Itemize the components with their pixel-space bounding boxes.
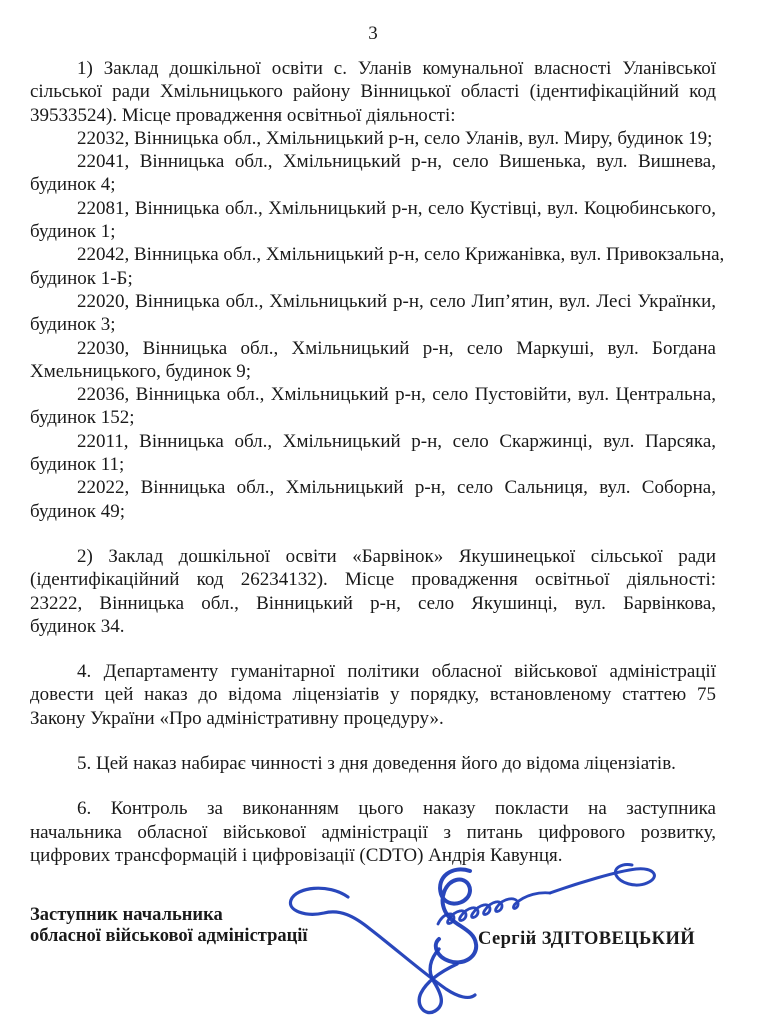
text-line: будинок 34. [30,615,125,637]
address-22081 [30,197,716,244]
item-6 [30,797,716,867]
address-22036 [30,383,716,430]
address-22011 [30,430,716,477]
text-line: 2) Заклад дошкільної освіти «Барвінок» Якушинецької сільської ради [77,545,716,567]
text-line: 6. Контроль за виконанням цього наказу покласти на заступника [77,798,716,820]
address-22042 [30,243,725,290]
text-line: 22032, Вінницька обл., Хмільницький р-н, село Уланів, вул. Миру, будинок 19; [77,127,713,149]
document-body [30,57,725,867]
text-line: будинок 4; [30,174,116,196]
signer-title-line-2: обласної військової адміністрації [30,925,308,946]
text-line: сільської ради Хмільницького району Вінницької області (ідентифікаційний код [30,81,716,103]
signer-title [30,905,308,946]
text-line: 22022, Вінницька обл., Хмільницький р-н, село Сальниця, вул. Соборна, [77,477,716,499]
text-line: 39533524). Місце провадження освітньої діяльності: [30,104,456,126]
text-line: 1) Заклад дошкільної освіти с. Уланів комунальної власності Уланівської [77,58,716,79]
text-line: довести цей наказ до відома ліцензіатів у порядку, встановленому статтею 75 [30,684,716,706]
text-line: 4. Департаменту гуманітарної політики обласної військової адміністрації [77,661,716,683]
item-2 [30,545,716,638]
text-line: цифрових трансформацій і цифровізації (CDTO) Андрія Кавунця. [30,844,563,866]
text-line: 22042, Вінницька обл., Хмільницький р-н, село Крижанівка, вул. Привокзальна, [77,244,725,266]
text-line: Хмельницького, будинок 9; [30,360,252,382]
text-line: начальника обласної військової адміністрації з питань цифрового розвитку, [30,821,716,843]
address-22022 [30,476,716,523]
item-4 [30,660,716,730]
address-22032 [30,127,716,150]
signer-title-line-1: Заступник начальника [30,905,223,925]
signer-name: Сергій ЗДІТОВЕЦЬКИЙ [478,929,696,949]
text-line: 23222, Вінницька обл., Вінницький р-н, село Якушинці, вул. Барвінкова, [30,592,716,614]
text-line: 22036, Вінницька обл., Хмільницький р-н, село Пустовійти, вул. Центральна, [77,384,716,406]
text-line: будинок 1-Б; [30,267,133,289]
text-line: будинок 152; [30,407,135,429]
address-22020 [30,290,716,337]
text-line: 22030, Вінницька обл., Хмільницький р-н, село Маркуші, вул. Богдана [77,337,716,359]
page-number: 3 [368,23,378,44]
text-line: 22011, Вінницька обл., Хмільницький р-н, село Скаржинці, вул. Парсяка, [77,430,716,452]
item-5 [30,752,716,775]
text-line: (ідентифікаційний код 26234132). Місце провадження освітньої діяльності: [30,569,716,591]
text-line: будинок 3; [30,314,116,336]
text-line: 22041, Вінницька обл., Хмільницький р-н, село Вишенька, вул. Вишнева, [77,151,716,173]
address-22041 [30,150,716,197]
text-line: Закону України «Про адміністративну процедуру». [30,707,444,729]
address-22030 [30,337,716,384]
text-line: будинок 49; [30,500,126,522]
text-line: 22081, Вінницька обл., Хмільницький р-н, село Кустівці, вул. Коцюбинського, [77,197,716,219]
text-line: 22020, Вінницька обл., Хмільницький р-н, село Лип’ятин, вул. Лесі Українки, [77,290,716,312]
document-content [30,22,725,867]
item-1-intro [30,57,716,127]
text-line: будинок 11; [30,454,125,476]
text-line: 5. Цей наказ набирає чинності з дня доведення його до відома ліцензіатів. [77,753,676,775]
text-line: будинок 1; [30,221,116,243]
